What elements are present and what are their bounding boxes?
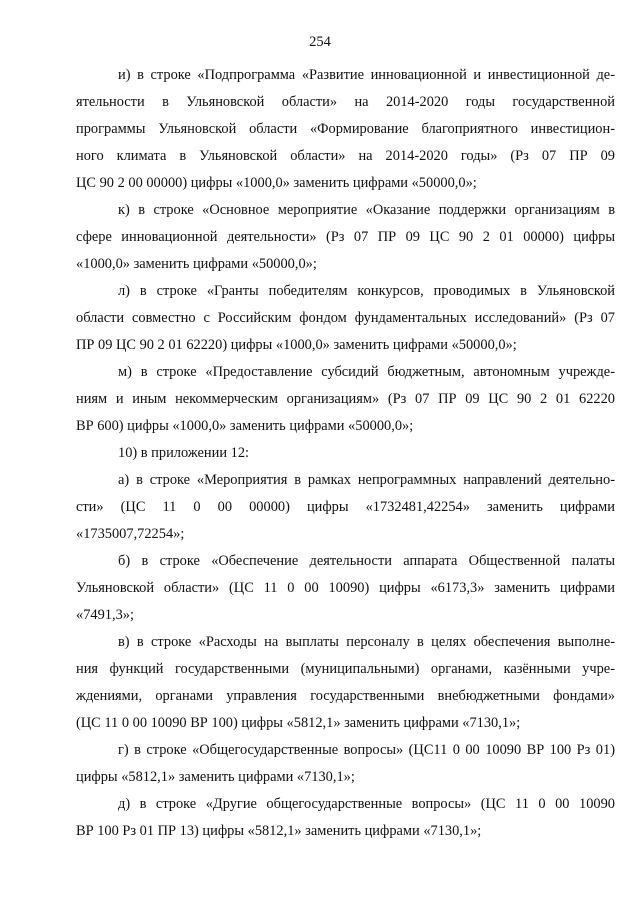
paragraph-line: б) в строке «Обеспечение деятельности аппарата Общественной палаты bbox=[118, 553, 615, 569]
paragraph-line: программы Ульяновской области «Формирование благоприятного инвестицион- bbox=[76, 121, 615, 137]
paragraph-line: ПР 09 ЦС 90 2 01 62220) цифры «1000,0» заменить цифрами «50000,0»; bbox=[76, 337, 517, 353]
paragraph-line: ниям и иным некоммерческим организациям» (Рз 07 ПР 09 ЦС 90 2 01 62220 bbox=[76, 391, 615, 407]
paragraph-line: «1735007,72254»; bbox=[76, 526, 185, 542]
paragraph-line: 10) в приложении 12: bbox=[118, 445, 250, 461]
paragraph-line: ния функций государственными (муниципальными) органами, казёнными учре- bbox=[76, 661, 615, 677]
paragraph-b bbox=[76, 548, 615, 629]
paragraph-line: ВР 600) цифры «1000,0» заменить цифрами «50000,0»; bbox=[76, 418, 414, 434]
paragraph-d bbox=[76, 791, 615, 845]
paragraph-line: ного климата в Ульяновской области» на 2014-2020 годы» (Рз 07 ПР 09 bbox=[76, 148, 615, 164]
paragraph-line: и) в строке «Подпрограмма «Развитие инновационной и инвестиционной де- bbox=[118, 67, 615, 83]
paragraph-line: ятельности в Ульяновской области» на 2014-2020 годы государственной bbox=[76, 94, 615, 110]
paragraph-line: сти» (ЦС 11 0 00 00000) цифры «1732481,42254» заменить цифрами bbox=[76, 499, 615, 515]
paragraph-k bbox=[76, 197, 615, 278]
paragraph-line: (ЦС 11 0 00 10090 ВР 100) цифры «5812,1» заменить цифрами «7130,1»; bbox=[76, 715, 521, 731]
paragraph-m bbox=[76, 359, 615, 440]
paragraph-line: «7491,3»; bbox=[76, 607, 134, 623]
paragraph-line: к) в строке «Основное мероприятие «Оказание поддержки организациям в bbox=[118, 202, 615, 218]
paragraph-line: ВР 100 Рз 01 ПР 13) цифры «5812,1» заменить цифрами «7130,1»; bbox=[76, 823, 482, 839]
page-number: 254 bbox=[309, 34, 331, 50]
paragraph-line: Ульяновской области» (ЦС 11 0 00 10090) цифры «6173,3» заменить цифрами bbox=[76, 580, 615, 596]
paragraph-line: ЦС 90 2 00 00000) цифры «1000,0» заменить цифрами «50000,0»; bbox=[76, 175, 477, 191]
paragraph-line: ждениями, органами управления государственными внебюджетными фондами» bbox=[76, 688, 615, 704]
paragraph-line: цифры «5812,1» заменить цифрами «7130,1»; bbox=[76, 769, 355, 785]
paragraph-line: м) в строке «Предоставление субсидий бюджетным, автономным учрежде- bbox=[118, 364, 615, 380]
paragraph-a bbox=[76, 467, 615, 548]
paragraph-g bbox=[76, 737, 615, 791]
paragraph-line: сфере инновационной деятельности» (Рз 07 ПР 09 ЦС 90 2 01 00000) цифры bbox=[76, 229, 615, 245]
paragraph-i bbox=[76, 62, 615, 197]
paragraph-l bbox=[76, 278, 615, 359]
paragraph-v bbox=[76, 629, 615, 737]
paragraph-line: д) в строке «Другие общегосударственные вопросы» (ЦС 11 0 00 10090 bbox=[118, 796, 615, 812]
paragraph-line: области совместно с Российским фондом фундаментальных исследований» (Рз 07 bbox=[76, 310, 615, 326]
paragraph-line: «1000,0» заменить цифрами «50000,0»; bbox=[76, 256, 317, 272]
paragraph-line: г) в строке «Общегосударственные вопросы» (ЦС11 0 00 10090 ВР 100 Рз 01) bbox=[118, 742, 615, 758]
paragraph-10 bbox=[76, 440, 615, 467]
paragraph-line: л) в строке «Гранты победителям конкурсов, проводимых в Ульяновской bbox=[118, 283, 615, 299]
paragraph-line: а) в строке «Мероприятия в рамках непрограммных направлений деятельно- bbox=[118, 472, 615, 488]
document-body bbox=[76, 62, 615, 845]
paragraph-line: в) в строке «Расходы на выплаты персоналу в целях обеспечения выполне- bbox=[118, 634, 615, 650]
